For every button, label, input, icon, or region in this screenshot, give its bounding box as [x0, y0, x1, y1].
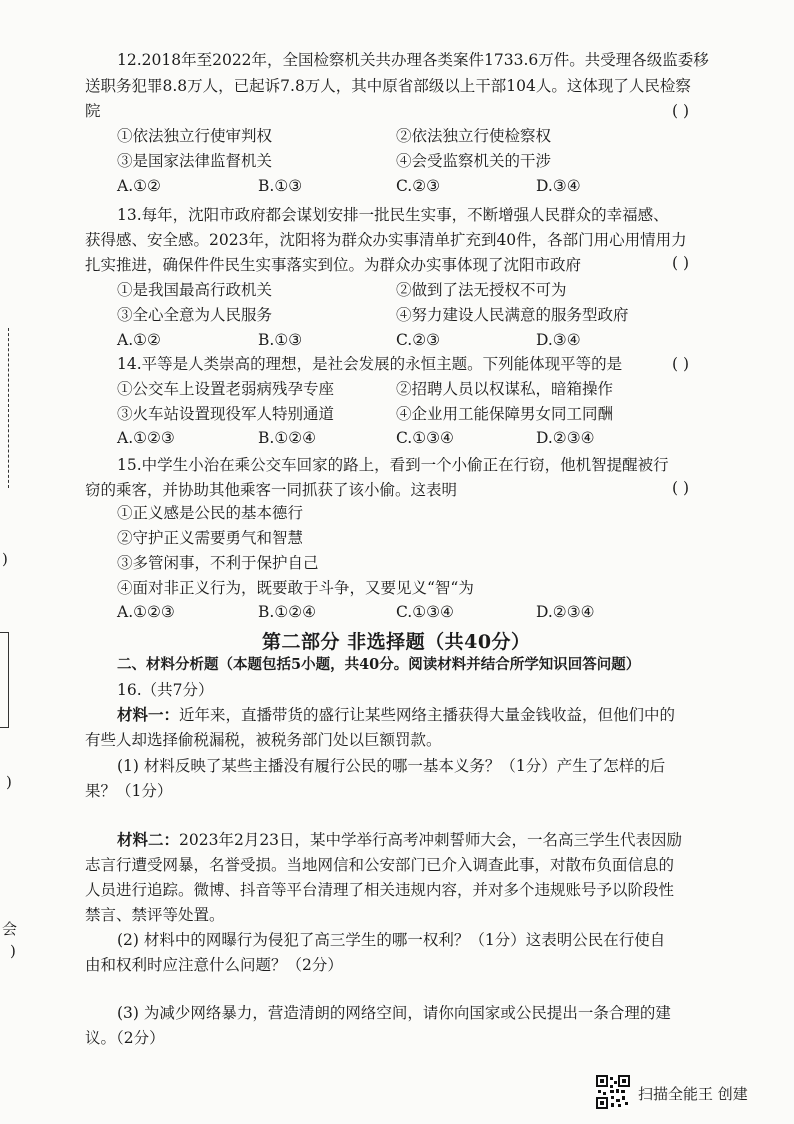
- material-text: 近年来，直播带货的盛行让某些网络主播获得大量金钱收益，但他们中的: [179, 706, 676, 724]
- statement-option: ①正义感是公民的基本德行: [117, 504, 304, 522]
- answer-bracket: ( ): [672, 355, 690, 373]
- binding-tick: [0, 632, 9, 633]
- choice-c: C.②③: [396, 331, 441, 349]
- choice-b: B.①③: [258, 331, 303, 349]
- qr-code-icon: [596, 1075, 630, 1109]
- binding-line-dashed: [8, 328, 9, 488]
- material-text-line: 志言行遭受网暴，名誉受损。当地网信和公安部门已介入调查此事，对散布负面信息的: [85, 856, 675, 874]
- margin-mark: ): [6, 773, 12, 791]
- material-text-line: 禁言、禁评等处置。: [85, 906, 225, 924]
- binding-tick: [0, 727, 9, 728]
- material-text-line: 人员进行追踪。微博、抖音等平台清理了相关违规内容，并对多个违规账号予以阶段性: [85, 881, 675, 899]
- question-number: 16.（共7分）: [117, 681, 214, 699]
- statement-option: ④企业用工能保障男女同工同酬: [396, 405, 614, 423]
- answer-bracket: ( ): [672, 479, 690, 497]
- q15-stem-line: 窃的乘客，并协助其他乘客一同抓获了该小偷。这表明: [85, 481, 458, 499]
- section-heading: 二、材料分析题（本题包括5小题，共40分。阅读材料并结合所学知识回答问题）: [117, 656, 641, 673]
- statement-option: ③是国家法律监督机关: [117, 152, 273, 170]
- sub-question-1-cont: 果？（1分）: [85, 782, 173, 800]
- q12-stem-line: 12.2018年至2022年，全国检察机关共办理各类案件1733.6万件。共受理各级监委移: [117, 51, 709, 69]
- margin-mark: 会: [2, 920, 18, 938]
- answer-bracket: ( ): [672, 254, 690, 272]
- choice-d: D.②③④: [536, 429, 595, 447]
- binding-line-solid: [8, 632, 9, 728]
- q13-stem-line: 获得感、安全感。2023年，沈阳将为群众办实事清单扩充到40件，各部门用心用情用力: [85, 231, 687, 249]
- material-one: [117, 705, 675, 725]
- statement-option: ④努力建设人民满意的服务型政府: [396, 306, 629, 324]
- choice-a: A.①②: [117, 331, 161, 349]
- answer-bracket: ( ): [672, 102, 690, 120]
- sub-question-3: (3) 为减少网络暴力，营造清朗的网络空间，请你向国家或公民提出一条合理的建: [117, 1004, 671, 1022]
- statement-option: ④会受监察机关的干涉: [396, 152, 552, 170]
- q15-stem-line: 15.中学生小治在乘公交车回家的路上，看到一个小偷正在行窃，他机智提醒被行: [117, 456, 669, 474]
- choice-c: C.②③: [396, 177, 441, 195]
- statement-option: ②做到了法无授权不可为: [396, 281, 567, 299]
- statement-option: ①公交车上设置老弱病残孕专座: [117, 380, 335, 398]
- choice-b: B.①②④: [258, 429, 317, 447]
- sub-question-1: (1) 材料反映了某些主播没有履行公民的哪一基本义务？（1分）产生了怎样的后: [117, 757, 666, 775]
- material-label: 材料一：: [117, 705, 180, 724]
- q14-stem-line: 14.平等是人类崇高的理想，是社会发展的永恒主题。下列能体现平等的是: [117, 355, 623, 373]
- choice-b: B.①③: [258, 177, 303, 195]
- q13-stem-line: 扎实推进，确保件件民生实事落实到位。为群众办实事体现了沈阳市政府: [85, 256, 582, 274]
- sub-question-3-cont: 议。（2分）: [85, 1029, 165, 1047]
- statement-option: ②招聘人员以权谋私，暗箱操作: [396, 380, 614, 398]
- material-text-line: 有些人却选择偷税漏税，被税务部门处以巨额罚款。: [85, 731, 442, 749]
- choice-a: A.①②: [117, 177, 161, 195]
- statement-option: ①是我国最高行政机关: [117, 281, 273, 299]
- choice-d: D.②③④: [536, 603, 595, 621]
- statement-option: ②守护正义需要勇气和智慧: [117, 529, 304, 547]
- material-two: [117, 830, 682, 850]
- scanner-watermark: 扫描全能王 创建: [638, 1085, 748, 1103]
- sub-question-2-cont: 由和权利时应注意什么问题？（2分）: [85, 956, 343, 974]
- material-label: 材料二：: [117, 830, 180, 849]
- statement-option: ②依法独立行使检察权: [396, 127, 552, 145]
- choice-d: D.③④: [536, 177, 581, 195]
- choice-c: C.①③④: [396, 429, 454, 447]
- choice-a: A.①②③: [117, 603, 175, 621]
- statement-option: ③火车站设置现役军人特别通道: [117, 405, 335, 423]
- part-two-title: 第二部分 非选择题（共40分）: [262, 631, 531, 653]
- material-text: 2023年2月23日，某中学举行高考冲刺誓师大会，一名高三学生代表因励: [179, 831, 683, 849]
- margin-mark: ): [2, 550, 8, 568]
- statement-option: ③多管闲事，不利于保护自己: [117, 554, 319, 572]
- statement-option: ④面对非正义行为，既要敢于斗争，又要见义“智“为: [117, 579, 474, 597]
- statement-option: ①依法独立行使审判权: [117, 127, 273, 145]
- margin-mark: ): [10, 942, 16, 960]
- choice-d: D.③④: [536, 331, 581, 349]
- choice-a: A.①②③: [117, 429, 175, 447]
- sub-question-2: (2) 材料中的网曝行为侵犯了高三学生的哪一权利？（1分）这表明公民在行使自: [117, 931, 666, 949]
- choice-b: B.①②④: [258, 603, 317, 621]
- statement-option: ③全心全意为人民服务: [117, 306, 273, 324]
- q13-stem-line: 13.每年，沈阳市政府都会谋划安排一批民生实事，不断增强人民群众的幸福感、: [117, 206, 669, 224]
- q12-stem-line: 送职务犯罪8.8万人，已起诉7.8万人，其中原省部级以上干部104人。这体现了人民检察: [85, 77, 691, 95]
- q12-stem-line: 院: [85, 102, 101, 120]
- choice-c: C.①③④: [396, 603, 454, 621]
